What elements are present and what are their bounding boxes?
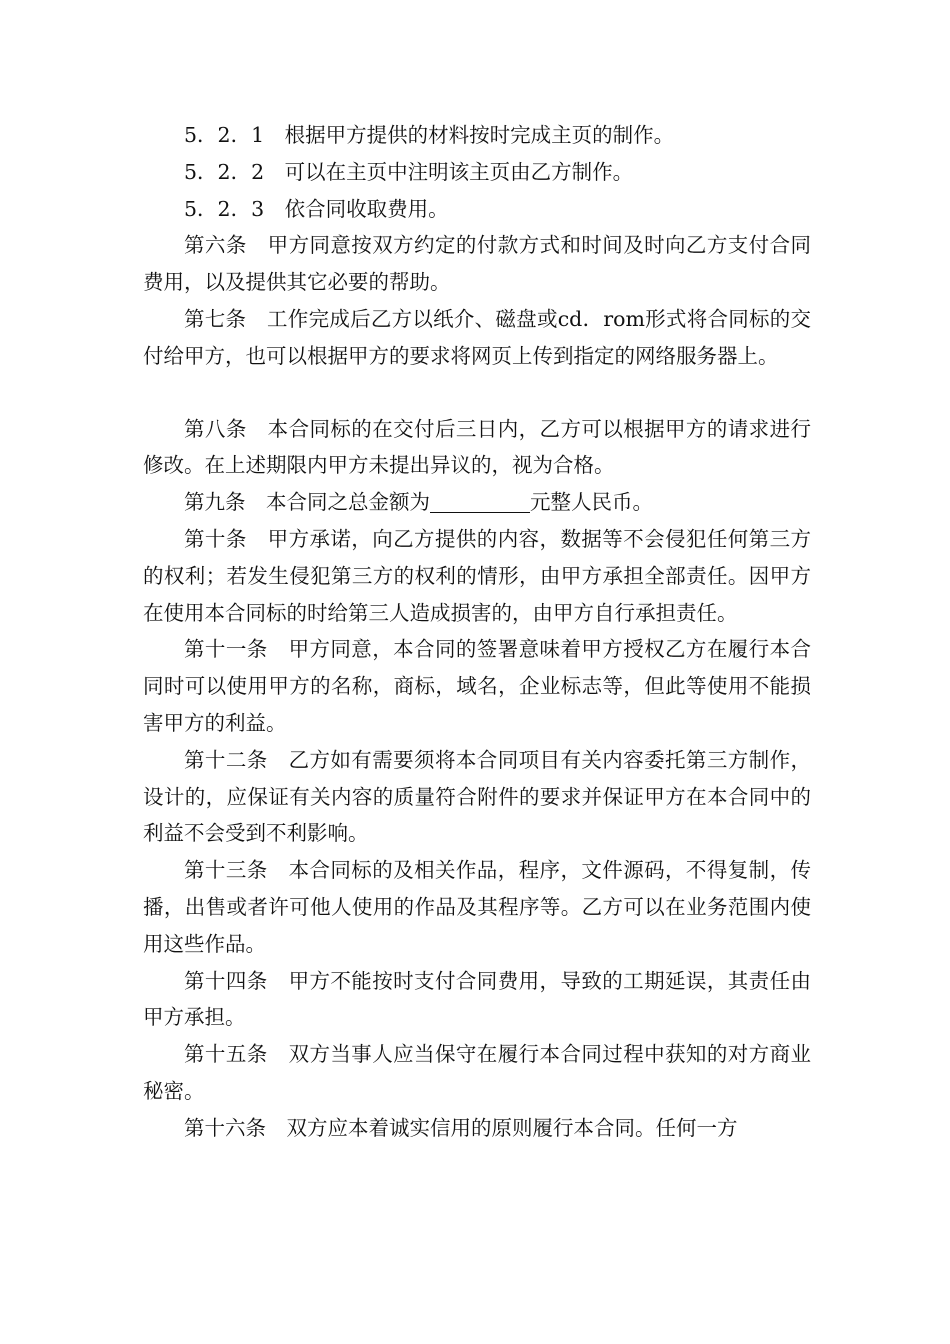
clause-5-2-1: 5．2．1 根据甲方提供的材料按时完成主页的制作。 <box>184 123 675 147</box>
amount-blank-field[interactable] <box>430 490 530 513</box>
clause-5-2-3: 5．2．3 依合同收取费用。 <box>184 196 449 221</box>
article-16: 第十六条 双方应本着诚实信用的原则履行本合同。任何一方 <box>184 1115 738 1140</box>
contract-body <box>143 117 811 1147</box>
article-9-text-after: 元整人民币。 <box>530 490 653 515</box>
article-9-text-before: 第九条 本合同之总金额为 <box>184 490 430 515</box>
article-10: 第十条 甲方承诺，向乙方提供的内容，数据等不会侵犯任何第三方的权利；若发生侵犯第三方的权利的情形，由甲方承担全部责任。因甲方在使用本合同标的时给第三人造成损害的，由甲方自行承担责任。 <box>143 526 811 625</box>
article-12: 第十二条 乙方如有需要须将本合同项目有关内容委托第三方制作，设计的，应保证有关内容的质量符合附件的要求并保证甲方在本合同中的利益不会受到不利影响。 <box>143 747 811 846</box>
article-9 <box>143 484 811 521</box>
article-14: 第十四条 甲方不能按时支付合同费用，导致的工期延误，其责任由甲方承担。 <box>143 968 811 1030</box>
clause-5-2-2: 5．2．2 可以在主页中注明该主页由乙方制作。 <box>184 159 634 184</box>
article-15: 第十五条 双方当事人应当保守在履行本合同过程中获知的对方商业秘密。 <box>143 1042 811 1103</box>
article-13: 第十三条 本合同标的及相关作品，程序，文件源码，不得复制，传播，出售或者许可他人使用的作品及其程序等。乙方可以在业务范围内使用这些作品。 <box>143 858 811 956</box>
article-8: 第八条 本合同标的在交付后三日内，乙方可以根据甲方的请求进行修改。在上述期限内甲方未提出异议的，视为合格。 <box>143 416 811 478</box>
article-7: 第七条 工作完成后乙方以纸介、磁盘或cd．rom形式将合同标的交付给甲方，也可以根据甲方的要求将网页上传到指定的网络服务器上。 <box>143 306 811 368</box>
article-6: 第六条 甲方同意按双方约定的付款方式和时间及时向乙方支付合同费用，以及提供其它必要的帮助。 <box>143 233 811 295</box>
article-11: 第十一条 甲方同意，本合同的签署意味着甲方授权乙方在履行本合同时可以使用甲方的名称，商标，域名，企业标志等，但此等使用不能损害甲方的利益。 <box>143 637 811 735</box>
